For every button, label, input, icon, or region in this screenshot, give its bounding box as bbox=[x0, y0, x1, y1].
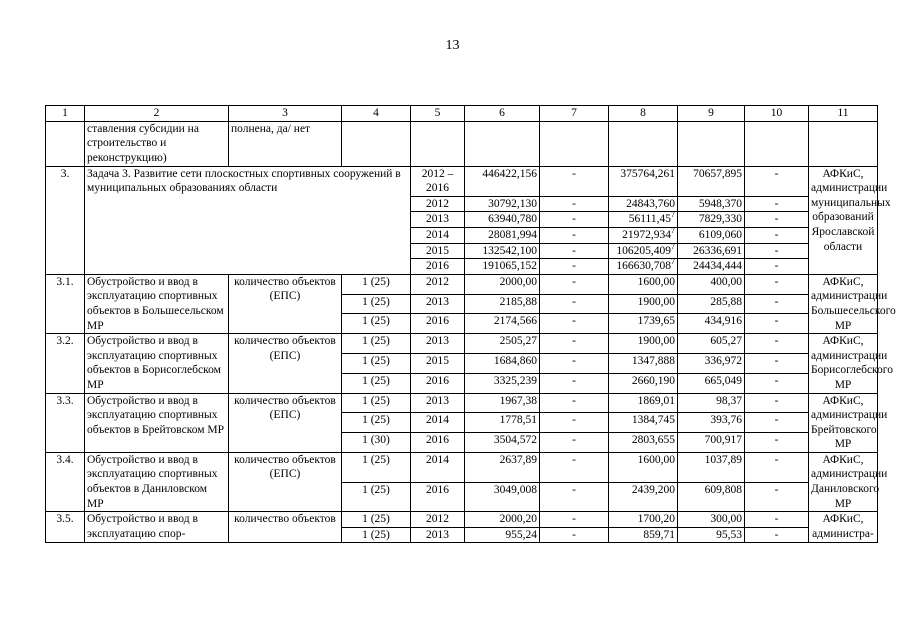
continuation-row bbox=[46, 121, 878, 166]
task-row bbox=[46, 166, 878, 196]
item-number: 3.4. bbox=[46, 452, 85, 511]
cell-regional: 859,71 bbox=[609, 527, 678, 543]
cell-federal: - bbox=[540, 259, 609, 275]
cell-empty bbox=[465, 121, 540, 166]
cell-federal: - bbox=[540, 393, 609, 413]
cell-year: 2013 bbox=[411, 212, 465, 228]
cell-total: 3504,572 bbox=[465, 433, 540, 453]
cell-empty bbox=[678, 121, 745, 166]
cell-federal: - bbox=[540, 373, 609, 393]
cell-regional: 2803,655 bbox=[609, 433, 678, 453]
cell-local: 95,53 bbox=[678, 527, 745, 543]
cell-empty bbox=[609, 121, 678, 166]
cell-federal: - bbox=[540, 482, 609, 512]
cell-target: 1 (25) bbox=[342, 373, 411, 393]
footnote-mark: 7 bbox=[671, 257, 675, 267]
cell-federal: - bbox=[540, 166, 609, 196]
cell-other: - bbox=[745, 527, 809, 543]
item-row bbox=[46, 452, 878, 482]
cell-executor: АФКиС, администрации Даниловского МР bbox=[809, 452, 878, 511]
cell-regional: 1600,00 bbox=[609, 452, 678, 482]
header-cell: 8 bbox=[609, 106, 678, 122]
cell-year: 2016 bbox=[411, 433, 465, 453]
header-cell: 1 bbox=[46, 106, 85, 122]
cell-target: 1 (25) bbox=[342, 452, 411, 482]
cell-name: ставления субсидии на строительство и реконструкцию) bbox=[85, 121, 229, 166]
cell-federal: - bbox=[540, 212, 609, 228]
cell-regional: 1384,745 bbox=[609, 413, 678, 433]
footnote-mark: 7 bbox=[671, 241, 675, 251]
cell-empty bbox=[745, 121, 809, 166]
cell-target: 1 (25) bbox=[342, 413, 411, 433]
cell-other: - bbox=[745, 452, 809, 482]
header-cell: 7 bbox=[540, 106, 609, 122]
program-table bbox=[45, 105, 896, 543]
cell-target: 1 (25) bbox=[342, 314, 411, 334]
cell-year: 2016 bbox=[411, 482, 465, 512]
table-body bbox=[46, 106, 896, 543]
cell-total: 132542,100 bbox=[465, 243, 540, 259]
cell-year: 2012 bbox=[411, 274, 465, 294]
cell-empty bbox=[540, 121, 609, 166]
cell-regional: 375764,261 bbox=[609, 166, 678, 196]
cell-other: - bbox=[745, 314, 809, 334]
cell-local: 434,916 bbox=[678, 314, 745, 334]
cell-federal: - bbox=[540, 433, 609, 453]
item-number: 3.2. bbox=[46, 334, 85, 393]
cell-other: - bbox=[745, 353, 809, 373]
item-name: Обустройство и ввод в эксплуатацию спортивных объектов в Большесельском МР bbox=[85, 274, 229, 333]
cell-federal: - bbox=[540, 413, 609, 433]
cell-other: - bbox=[745, 373, 809, 393]
cell-regional: 106205,409$^7$ bbox=[609, 243, 678, 259]
cell-total: 1684,860 bbox=[465, 353, 540, 373]
footnote-mark: 7 bbox=[671, 210, 675, 220]
cell-total: 191065,152 bbox=[465, 259, 540, 275]
cell-total: 1778,51 bbox=[465, 413, 540, 433]
cell-num bbox=[46, 121, 85, 166]
cell-local: 1037,89 bbox=[678, 452, 745, 482]
cell-year: 2013 bbox=[411, 527, 465, 543]
item-name: Обустройство и ввод в эксплуатацию спор- bbox=[85, 512, 229, 543]
item-indicator: количество объектов (ЕПС) bbox=[229, 274, 342, 333]
cell-local: 7829,330 bbox=[678, 212, 745, 228]
cell-year: 2016 bbox=[411, 373, 465, 393]
item-number: 3.3. bbox=[46, 393, 85, 452]
cell-total: 2000,00 bbox=[465, 274, 540, 294]
cell-local: 605,27 bbox=[678, 334, 745, 354]
cell-total: 2185,88 bbox=[465, 294, 540, 314]
cell-regional: 1869,01 bbox=[609, 393, 678, 413]
cell-year: 2012 bbox=[411, 196, 465, 212]
cell-regional: 1347,888 bbox=[609, 353, 678, 373]
header-cell: 10 bbox=[745, 106, 809, 122]
cell-target: 1 (25) bbox=[342, 334, 411, 354]
cell-federal: - bbox=[540, 353, 609, 373]
cell-local: 665,049 bbox=[678, 373, 745, 393]
cell-total: 2505,27 bbox=[465, 334, 540, 354]
cell-regional: 1739,65 bbox=[609, 314, 678, 334]
header-row bbox=[46, 106, 878, 122]
header-cell: 4 bbox=[342, 106, 411, 122]
cell-year: 2015 bbox=[411, 243, 465, 259]
cell-regional: 21972,934$^7$ bbox=[609, 227, 678, 243]
cell-federal: - bbox=[540, 527, 609, 543]
cell-total: 2637,89 bbox=[465, 452, 540, 482]
task-number: 3. bbox=[46, 166, 85, 274]
cell-local: 609,808 bbox=[678, 482, 745, 512]
cell-year: 2014 bbox=[411, 227, 465, 243]
cell-regional: 56111,45$^7$ bbox=[609, 212, 678, 228]
cell-year: 2012 bbox=[411, 512, 465, 528]
cell-year: 2013 bbox=[411, 393, 465, 413]
cell-local: 285,88 bbox=[678, 294, 745, 314]
cell-target: 1 (30) bbox=[342, 433, 411, 453]
cell-total: 955,24 bbox=[465, 527, 540, 543]
cell-other: - bbox=[745, 433, 809, 453]
item-name: Обустройство и ввод в эксплуатацию спортивных объектов в Даниловском МР bbox=[85, 452, 229, 511]
cell-other: - bbox=[745, 243, 809, 259]
cell-empty bbox=[411, 121, 465, 166]
cell-executor: АФКиС, администрации Большесельского МР bbox=[809, 274, 878, 333]
cell-regional: 1900,00 bbox=[609, 334, 678, 354]
cell-local: 6109,060 bbox=[678, 227, 745, 243]
cell-year: 2012 – 2016 bbox=[411, 166, 465, 196]
cell-regional: 24843,760 bbox=[609, 196, 678, 212]
cell-federal: - bbox=[540, 512, 609, 528]
cell-year: 2013 bbox=[411, 334, 465, 354]
cell-year: 2015 bbox=[411, 353, 465, 373]
item-name: Обустройство и ввод в эксплуатацию спортивных объектов в Брейтовском МР bbox=[85, 393, 229, 452]
cell-total: 3049,008 bbox=[465, 482, 540, 512]
cell-other: - bbox=[745, 334, 809, 354]
cell-federal: - bbox=[540, 334, 609, 354]
cell-year: 2013 bbox=[411, 294, 465, 314]
cell-target: 1 (25) bbox=[342, 482, 411, 512]
cell-local: 24434,444 bbox=[678, 259, 745, 275]
cell-year: 2016 bbox=[411, 259, 465, 275]
footnote-mark: 7 bbox=[671, 226, 675, 236]
cell-other: - bbox=[745, 294, 809, 314]
cell-total: 1967,38 bbox=[465, 393, 540, 413]
cell-regional: 1600,00 bbox=[609, 274, 678, 294]
item-number: 3.5. bbox=[46, 512, 85, 543]
header-cell: 3 bbox=[229, 106, 342, 122]
cell-target: 1 (25) bbox=[342, 294, 411, 314]
item-row bbox=[46, 393, 878, 413]
cell-federal: - bbox=[540, 294, 609, 314]
cell-total: 446422,156 bbox=[465, 166, 540, 196]
cell-target: 1 (25) bbox=[342, 512, 411, 528]
cell-federal: - bbox=[540, 227, 609, 243]
cell-other: - bbox=[745, 196, 809, 212]
cell-local: 5948,370 bbox=[678, 196, 745, 212]
cell-local: 300,00 bbox=[678, 512, 745, 528]
cell-regional: 1900,00 bbox=[609, 294, 678, 314]
cell-other: - bbox=[745, 166, 809, 196]
item-name: Обустройство и ввод в эксплуатацию спортивных объектов в Борисоглебском МР bbox=[85, 334, 229, 393]
cell-other: - bbox=[745, 212, 809, 228]
cell-regional: 166630,708$^7$ bbox=[609, 259, 678, 275]
cell-regional: 2660,190 bbox=[609, 373, 678, 393]
cell-federal: - bbox=[540, 243, 609, 259]
cell-regional: 2439,200 bbox=[609, 482, 678, 512]
cell-federal: - bbox=[540, 196, 609, 212]
item-row bbox=[46, 274, 878, 294]
cell-total: 63940,780 bbox=[465, 212, 540, 228]
cell-executor: АФКиС, администрации Брейтовского МР bbox=[809, 393, 878, 452]
cell-other: - bbox=[745, 482, 809, 512]
cell-year: 2014 bbox=[411, 452, 465, 482]
task-title: Задача 3. Развитие сети плоскостных спортивных сооружений в муниципальных образованиях области bbox=[85, 166, 411, 274]
cell-other: - bbox=[745, 274, 809, 294]
cell-federal: - bbox=[540, 314, 609, 334]
header-cell: 9 bbox=[678, 106, 745, 122]
header-cell: 11 bbox=[809, 106, 878, 122]
item-number: 3.1. bbox=[46, 274, 85, 333]
cell-year: 2016 bbox=[411, 314, 465, 334]
cell-executor: АФКиС, администрации Борисоглебского МР bbox=[809, 334, 878, 393]
cell-other: - bbox=[745, 259, 809, 275]
item-indicator: количество объектов bbox=[229, 512, 342, 543]
header-cell: 2 bbox=[85, 106, 229, 122]
cell-executor: АФКиС, администрации муниципальных образований Ярославской области bbox=[809, 166, 878, 274]
cell-other: - bbox=[745, 413, 809, 433]
cell-regional: 1700,20 bbox=[609, 512, 678, 528]
cell-other: - bbox=[745, 393, 809, 413]
cell-total: 30792,130 bbox=[465, 196, 540, 212]
cell-executor: АФКиС, администра- bbox=[809, 512, 878, 543]
cell-other: - bbox=[745, 512, 809, 528]
cell-total: 2000,20 bbox=[465, 512, 540, 528]
header-cell: 5 bbox=[411, 106, 465, 122]
cell-local: 26336,691 bbox=[678, 243, 745, 259]
cell-target: 1 (25) bbox=[342, 527, 411, 543]
item-indicator: количество объектов (ЕПС) bbox=[229, 452, 342, 511]
item-row bbox=[46, 512, 878, 528]
cell-year: 2014 bbox=[411, 413, 465, 433]
cell-local: 393,76 bbox=[678, 413, 745, 433]
cell-local: 700,917 bbox=[678, 433, 745, 453]
page-number: 13 bbox=[445, 38, 460, 53]
cell-local: 400,00 bbox=[678, 274, 745, 294]
cell-local: 98,37 bbox=[678, 393, 745, 413]
cell-local: 70657,895 bbox=[678, 166, 745, 196]
item-indicator: количество объектов (ЕПС) bbox=[229, 334, 342, 393]
cell-total: 2174,566 bbox=[465, 314, 540, 334]
cell-total: 28081,994 bbox=[465, 227, 540, 243]
item-indicator: количество объектов (ЕПС) bbox=[229, 393, 342, 452]
cell-federal: - bbox=[540, 274, 609, 294]
cell-local: 336,972 bbox=[678, 353, 745, 373]
cell-target: 1 (25) bbox=[342, 353, 411, 373]
cell-indicator: полнена, да/ нет bbox=[229, 121, 342, 166]
cell-total: 3325,239 bbox=[465, 373, 540, 393]
cell-federal: - bbox=[540, 452, 609, 482]
cell-empty bbox=[809, 121, 878, 166]
header-cell: 6 bbox=[465, 106, 540, 122]
item-row bbox=[46, 334, 878, 354]
cell-empty bbox=[342, 121, 411, 166]
cell-other: - bbox=[745, 227, 809, 243]
cell-target: 1 (25) bbox=[342, 393, 411, 413]
cell-target: 1 (25) bbox=[342, 274, 411, 294]
